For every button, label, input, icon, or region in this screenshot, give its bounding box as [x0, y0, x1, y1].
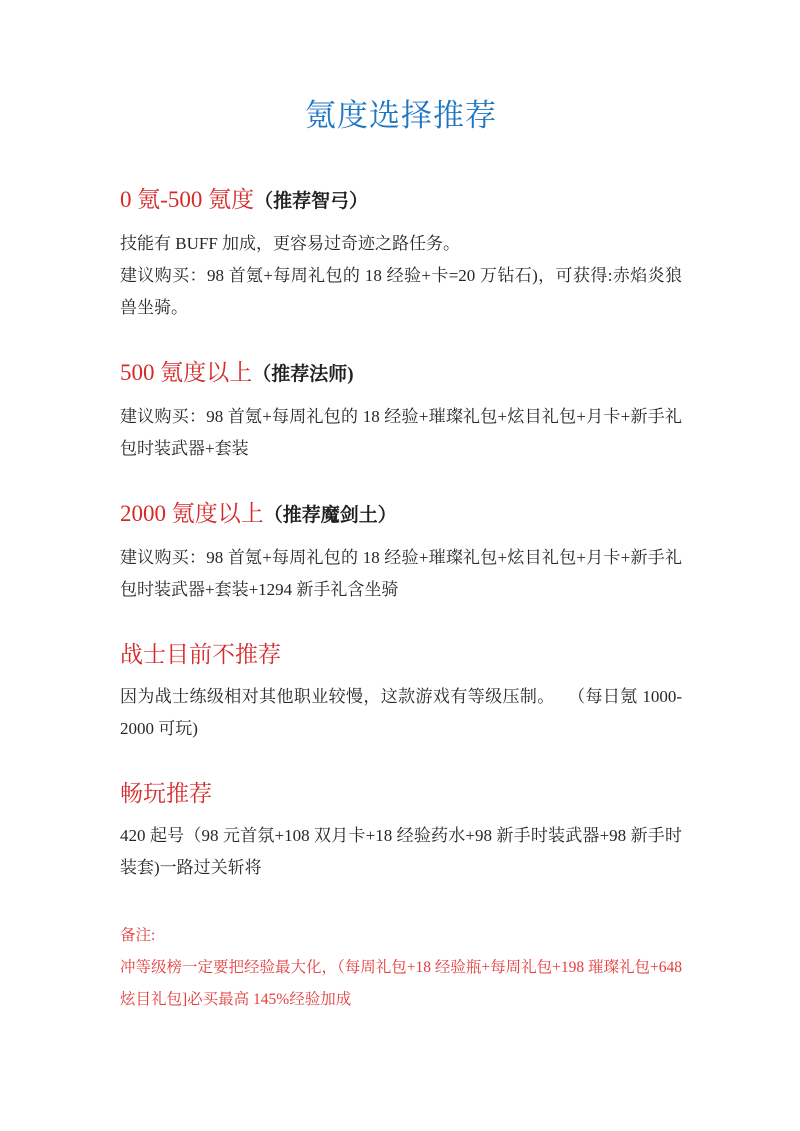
section-heading	[120, 640, 682, 670]
note-text: 冲等级榜一定要把经验最大化，（每周礼包+18 经验瓶+每周礼包+198 璀璨礼包+648 炫目礼包]必买最高 145%经验加成	[120, 959, 682, 1008]
section-0-500-krypton	[120, 185, 682, 324]
section-paragraph: 建议购买：98 首氪+每周礼包的 18 经验+卡=20 万钻石)，可获得:赤焰炎狼兽坐骑。	[120, 266, 682, 317]
section-heading-red: 战士目前不推荐	[120, 642, 281, 667]
section-paragraph: 建议购买：98 首氪+每周礼包的 18 经验+璀璨礼包+炫目礼包+月卡+新手礼包时装武器+套装+1294 新手礼含坐骑	[120, 548, 682, 599]
section-heading-red: 2000 氪度以上	[120, 501, 264, 526]
section-paragraph: 技能有 BUFF 加成，更容易过奇迹之路任务。	[120, 234, 461, 253]
document-title: 氪度选择推荐	[305, 98, 497, 133]
section-heading	[120, 499, 682, 531]
section-heading-class-note: （推荐智弓）	[254, 191, 369, 212]
section-paragraph: 建议购买：98 首氪+每周礼包的 18 经验+璀璨礼包+炫目礼包+月卡+新手礼包时装武器+套装	[120, 407, 682, 458]
section-casual-play-recommendation	[120, 779, 682, 884]
section-heading-class-note: （推荐魔剑土）	[263, 505, 397, 526]
section-heading-red: 畅玩推荐	[120, 781, 212, 806]
section-heading-red: 500 氪度以上	[120, 360, 253, 385]
section-500-plus-krypton	[120, 358, 682, 465]
section-heading	[120, 185, 682, 217]
section-paragraph: 因为战士练级相对其他职业较慢，这款游戏有等级压制。 （每日氪 1000-2000 可玩)	[120, 687, 682, 738]
section-heading	[120, 358, 682, 390]
section-paragraph: 420 起号（98 元首氛+108 双月卡+18 经验药水+98 新手时装武器+98 新手时装套)一路过关斩将	[120, 826, 682, 877]
section-2000-plus-krypton	[120, 499, 682, 606]
note-label: 备注:	[120, 927, 156, 944]
section-warrior-not-recommended	[120, 640, 682, 745]
section-heading-class-note: （推荐法师)	[252, 364, 354, 385]
note-section	[120, 920, 682, 1016]
section-heading	[120, 779, 682, 809]
section-heading-red: 0 氪-500 氪度	[120, 187, 255, 212]
